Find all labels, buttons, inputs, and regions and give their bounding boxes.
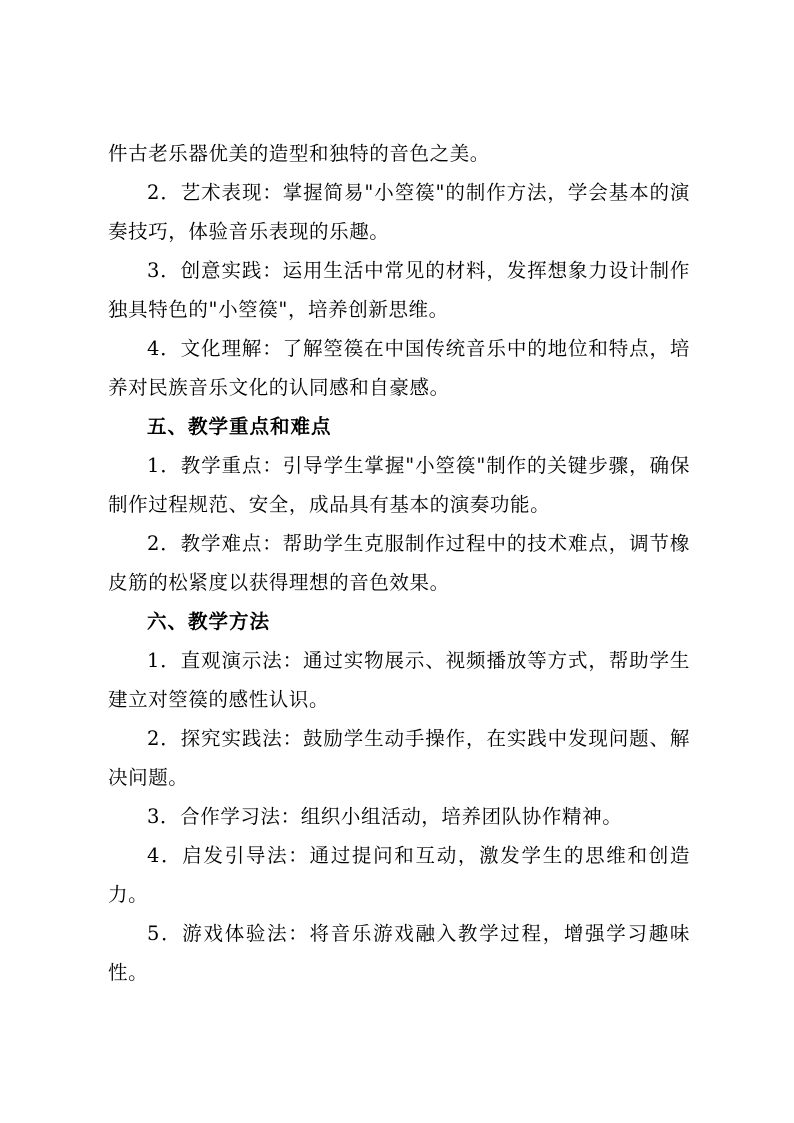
method-heuristic-guidance: 4．启发引导法：通过提问和互动，激发学生的思维和创造力。: [108, 844, 690, 906]
section-heading-teaching-methods: 六、教学方法: [147, 610, 271, 633]
document-body: [108, 134, 690, 992]
method-demonstration: 1．直观演示法：通过实物展示、视频播放等方式，帮助学生建立对箜篌的感性认识。: [108, 649, 690, 711]
section-heading-key-points: 五、教学重点和难点: [147, 415, 332, 438]
objective-artistic-expression: 2．艺术表现：掌握简易"小箜篌"的制作方法，学会基本的演奏技巧，体验音乐表现的乐趣。: [108, 181, 690, 243]
method-cooperative-learning: 3．合作学习法：组织小组活动，培养团队协作精神。: [147, 805, 623, 828]
difficult-point-item: 2．教学难点：帮助学生克服制作过程中的技术难点，调节橡皮筋的松紧度以获得理想的音色效果。: [108, 532, 690, 594]
method-inquiry-practice: 2．探究实践法：鼓励学生动手操作，在实践中发现问题、解决问题。: [108, 727, 690, 789]
objective-cultural-understanding: 4．文化理解：了解箜篌在中国传统音乐中的地位和特点，培养对民族音乐文化的认同感和自豪感。: [108, 337, 690, 399]
method-game-experience: 5．游戏体验法：将音乐游戏融入教学过程，增强学习趣味性。: [108, 922, 690, 984]
key-point-item: 1．教学重点：引导学生掌握"小箜篌"制作的关键步骤，确保制作过程规范、安全，成品具有基本的演奏功能。: [108, 454, 690, 516]
paragraph-continuation: 件古老乐器优美的造型和独特的音色之美。: [108, 142, 490, 165]
objective-creative-practice: 3．创意实践：运用生活中常见的材料，发挥想象力设计制作独具特色的"小箜篌"，培养创新思维。: [108, 259, 690, 321]
